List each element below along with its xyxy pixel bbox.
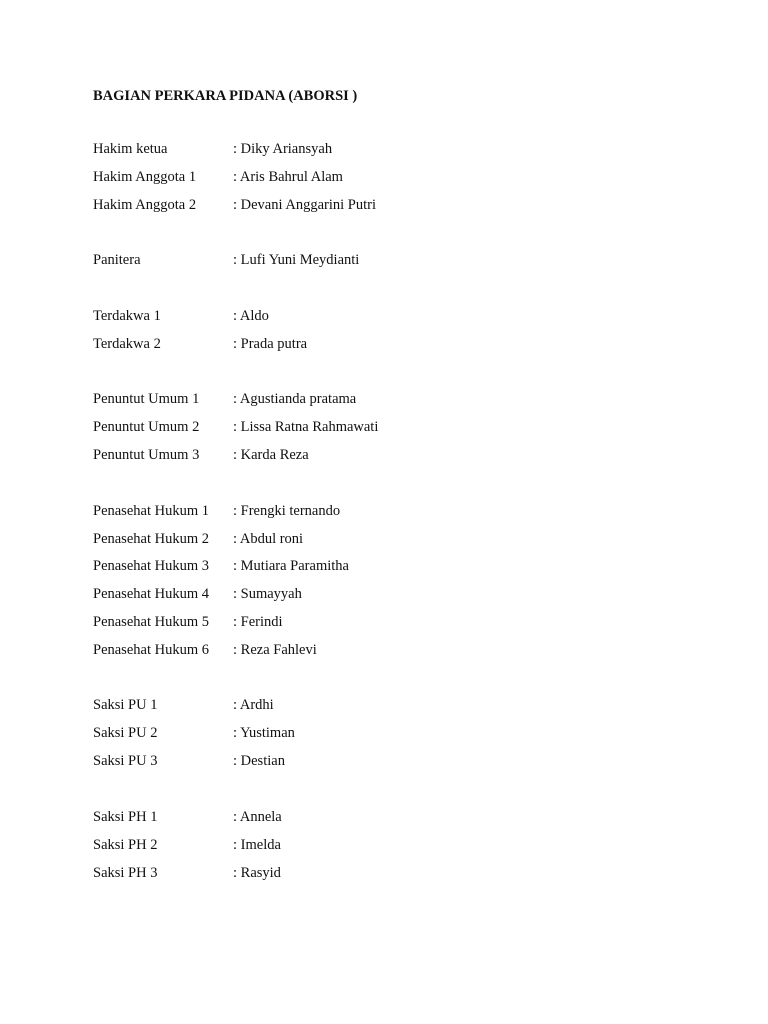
list-item <box>93 557 349 575</box>
role-label: Penasehat Hukum 4 <box>93 586 209 602</box>
person-name: : Abdul roni <box>233 531 304 547</box>
list-item <box>93 808 282 826</box>
person-name: : Frengki ternando <box>233 503 341 519</box>
list-item <box>93 418 378 436</box>
list-item <box>93 390 356 408</box>
role-label: Saksi PU 3 <box>93 753 158 769</box>
person-name: : Lissa Ratna Rahmawati <box>233 419 379 435</box>
list-item <box>93 836 281 854</box>
role-label: Hakim Anggota 2 <box>93 197 197 213</box>
list-item <box>93 335 307 353</box>
role-label: Penasehat Hukum 6 <box>93 642 209 658</box>
role-label: Saksi PH 1 <box>93 809 158 825</box>
role-label: Penuntut Umum 1 <box>93 391 200 407</box>
list-item <box>93 752 285 770</box>
role-label: Penasehat Hukum 2 <box>93 531 209 547</box>
person-name: : Yustiman <box>233 725 295 741</box>
role-label: Saksi PU 2 <box>93 725 158 741</box>
role-label: Hakim ketua <box>93 141 168 157</box>
document-title: BAGIAN PERKARA PIDANA (ABORSI ) <box>93 88 358 104</box>
person-name: : Devani Anggarini Putri <box>233 197 376 213</box>
person-name: : Imelda <box>233 837 281 853</box>
list-item <box>93 696 274 714</box>
person-name: : Reza Fahlevi <box>233 642 317 658</box>
list-item <box>93 502 340 520</box>
role-label: Penuntut Umum 3 <box>93 447 200 463</box>
role-label: Penasehat Hukum 1 <box>93 503 209 519</box>
person-name: : Ferindi <box>233 614 283 630</box>
role-label: Saksi PH 3 <box>93 865 158 881</box>
person-name: : Karda Reza <box>233 447 309 463</box>
role-label: Penasehat Hukum 3 <box>93 558 209 574</box>
role-label: Panitera <box>93 252 141 268</box>
person-name: : Sumayyah <box>233 586 302 602</box>
list-item <box>93 140 332 158</box>
list-item <box>93 864 281 882</box>
person-name: : Ardhi <box>233 697 274 713</box>
role-label: Terdakwa 2 <box>93 336 161 352</box>
role-label: Saksi PH 2 <box>93 837 158 853</box>
person-name: : Rasyid <box>233 865 281 881</box>
list-item <box>93 196 376 214</box>
person-name: : Lufi Yuni Meydianti <box>233 252 360 268</box>
role-label: Terdakwa 1 <box>93 308 161 324</box>
list-item <box>93 613 283 631</box>
list-item <box>93 530 303 548</box>
list-item <box>93 446 309 464</box>
person-name: : Prada putra <box>233 336 308 352</box>
person-name: : Annela <box>233 809 282 825</box>
list-item <box>93 251 359 269</box>
person-name: : Mutiara Paramitha <box>233 558 349 574</box>
role-label: Penasehat Hukum 5 <box>93 614 209 630</box>
role-label: Saksi PU 1 <box>93 697 158 713</box>
person-name: : Aldo <box>233 308 269 324</box>
list-item <box>93 724 295 742</box>
role-label: Penuntut Umum 2 <box>93 419 200 435</box>
list-item <box>93 168 343 186</box>
list-item <box>93 307 269 325</box>
list-item <box>93 641 317 659</box>
role-label: Hakim Anggota 1 <box>93 169 197 185</box>
person-name: : Aris Bahrul Alam <box>233 169 343 185</box>
person-name: : Destian <box>233 753 285 769</box>
person-name: : Diky Ariansyah <box>233 141 333 157</box>
person-name: : Agustianda pratama <box>233 391 357 407</box>
list-item <box>93 585 302 603</box>
